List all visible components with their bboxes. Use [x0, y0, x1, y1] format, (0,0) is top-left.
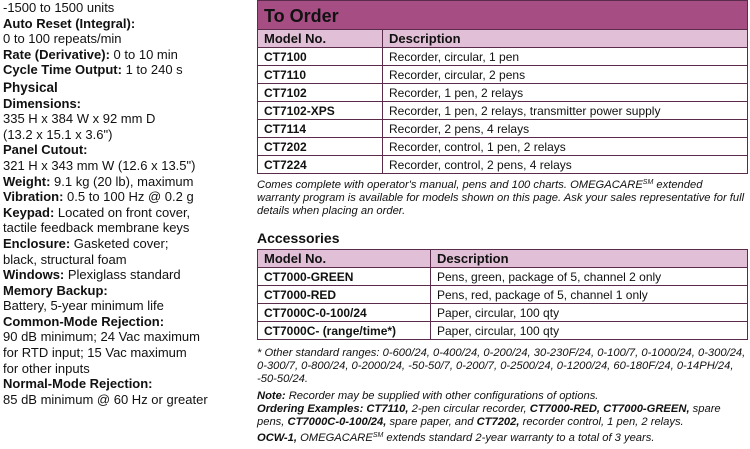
spec-label: Memory Backup:	[3, 282, 108, 298]
spec-label: Auto Reset (Integral):	[3, 15, 136, 31]
ordering-notes	[257, 390, 747, 445]
column-header-model: Model No.	[258, 30, 383, 48]
table-row	[258, 304, 747, 322]
spec-value: Battery, 5-year minimum life	[3, 298, 164, 314]
table-header-row	[258, 30, 747, 48]
table-row	[258, 48, 747, 66]
table-row	[258, 156, 747, 174]
examples-model: CT7000-RED, CT7000-GREEN,	[529, 403, 690, 415]
spec-label: Enclosure:	[3, 235, 71, 251]
spec-range-continued: -1500 to 1500 units	[3, 0, 115, 15]
accessories-heading: Accessories	[257, 230, 340, 246]
spec-value: 0.5 to 100 Hz @ 0.2 g	[63, 189, 194, 205]
model-description: Pens, green, package of 5, channel 2 only	[431, 268, 748, 286]
column-header-description: Description	[383, 30, 748, 48]
model-description: Paper, circular, 100 qty	[431, 322, 748, 340]
examples-text: recorder control, 1 pen, 2 relays.	[519, 416, 684, 428]
spec-vibration	[3, 189, 248, 205]
model-number: CT7000C- (range/time*)	[258, 322, 431, 340]
spec-label: Vibration:	[3, 189, 64, 205]
table-row	[258, 286, 747, 304]
spec-label: Cycle Time Output:	[3, 62, 122, 78]
spec-value: for RTD input; 15 Vac maximum	[3, 345, 187, 361]
table-row	[258, 66, 747, 84]
spec-value: tactile feedback membrane keys	[3, 220, 190, 236]
examples-model: CT7000C-0-100/24,	[287, 416, 387, 428]
spec-keypad	[3, 205, 248, 236]
spec-value: (13.2 x 15.1 x 3.6")	[3, 126, 113, 142]
spec-value: 85 dB minimum @ 60 Hz or greater	[3, 391, 208, 407]
spec-label: Keypad:	[3, 204, 55, 220]
table-row	[258, 84, 747, 102]
examples-text: spare paper, and	[386, 416, 477, 428]
to-order-title: To Order	[258, 1, 747, 30]
spec-label: Windows:	[3, 267, 65, 283]
spec-value: 321 H x 343 mm W (12.6 x 13.5")	[3, 157, 196, 173]
model-number: CT7110	[258, 66, 383, 84]
spec-weight	[3, 174, 248, 190]
ocw-label: OCW-1,	[257, 432, 297, 444]
spec-common-mode	[3, 314, 248, 376]
model-number: CT7100	[258, 48, 383, 66]
spec-label: Dimensions:	[3, 95, 82, 111]
service-mark: SM	[642, 179, 654, 186]
ordering-column	[257, 0, 747, 445]
model-number: CT7202	[258, 138, 383, 156]
table-row	[258, 138, 747, 156]
other-ranges-footnote: * Other standard ranges: 0-600/24, 0-400/24, 0-200/24, 30-230F/24, 0-100/7, 0-1000/24, 0-300/24, 0-300/7, 0-800/24, 0-2000/24, -50-50/7, 0-200/7, 0-2500/24, 0-1200/24, 60-180F/24, 0-14PH/24, -50-50/24.	[257, 347, 746, 385]
ocw-text: OMEGACARE	[296, 432, 373, 444]
order-note-text: extended warranty program is available for models shown on this page. Ask your sales representative for full details when placing an order.	[257, 179, 745, 217]
spec-value: Located on front cover,	[54, 204, 191, 220]
model-number: CT7102	[258, 84, 383, 102]
note-label: Note:	[257, 390, 286, 402]
table-row	[258, 268, 747, 286]
spec-value: 1 to 240 s	[121, 62, 183, 78]
note-text: Recorder may be supplied with other configurations of options.	[285, 390, 599, 402]
spec-normal-mode	[3, 376, 248, 407]
spec-label: Panel Cutout:	[3, 142, 88, 158]
order-note	[257, 176, 747, 218]
to-order-table	[258, 30, 747, 173]
model-number: CT7114	[258, 120, 383, 138]
spec-value: 90 dB minimum; 24 Vac maximum	[3, 329, 200, 345]
ocw-text: extends standard 2-year warranty to a total of 3 years.	[383, 432, 655, 444]
accessories-table	[258, 250, 747, 339]
spec-label: Normal-Mode Rejection:	[3, 376, 153, 392]
table-row	[258, 322, 747, 340]
spec-value: black, structural foam	[3, 251, 127, 267]
spec-cycle-time	[3, 62, 248, 78]
spec-value: Plexiglass standard	[64, 267, 181, 283]
table-header-row	[258, 250, 747, 268]
model-description: Recorder, control, 2 pens, 4 relays	[383, 156, 748, 174]
model-number: CT7000-RED	[258, 286, 431, 304]
table-row	[258, 102, 747, 120]
examples-label: Ordering Examples: CT7110,	[257, 403, 409, 415]
spec-rate	[3, 47, 248, 63]
spec-value: 9.1 kg (20 lb), maximum	[50, 173, 194, 189]
to-order-box	[257, 0, 748, 174]
model-description: Recorder, 1 pen, 2 relays, transmitter power supply	[383, 102, 748, 120]
spec-label: Rate (Derivative):	[3, 46, 110, 62]
spec-memory-backup	[3, 283, 248, 314]
order-note-text: Comes complete with operator's manual, pens and 100 charts. OMEGACARE	[257, 179, 643, 191]
spec-panel-cutout	[3, 142, 248, 173]
spec-label: Common-Mode Rejection:	[3, 313, 165, 329]
spec-windows	[3, 267, 248, 283]
model-description: Pens, red, package of 5, channel 1 only	[431, 286, 748, 304]
spec-value: 335 H x 384 W x 92 mm D	[3, 111, 156, 127]
examples-text: 2-pen circular recorder,	[408, 403, 530, 415]
spec-value: 0 to 10 min	[109, 46, 178, 62]
accessories-box	[257, 249, 748, 340]
spec-value: for other inputs	[3, 360, 90, 376]
spec-value: 0 to 100 repeats/min	[3, 31, 122, 47]
spec-enclosure	[3, 236, 248, 267]
model-description: Paper, circular, 100 qty	[431, 304, 748, 322]
model-description: Recorder, control, 1 pen, 2 relays	[383, 138, 748, 156]
model-number: CT7102-XPS	[258, 102, 383, 120]
spec-label: Weight:	[3, 173, 51, 189]
table-row	[258, 120, 747, 138]
spec-value: Gasketed cover;	[70, 235, 169, 251]
model-description: Recorder, circular, 1 pen	[383, 48, 748, 66]
spec-auto-reset	[3, 16, 248, 47]
physical-heading: Physical	[3, 79, 58, 95]
model-number: CT7224	[258, 156, 383, 174]
column-header-model: Model No.	[258, 250, 431, 268]
column-header-description: Description	[431, 250, 748, 268]
examples-model: CT7202,	[476, 416, 520, 428]
model-description: Recorder, 2 pens, 4 relays	[383, 120, 748, 138]
service-mark: SM	[372, 432, 384, 439]
model-description: Recorder, circular, 2 pens	[383, 66, 748, 84]
model-description: Recorder, 1 pen, 2 relays	[383, 84, 748, 102]
model-number: CT7000C-0-100/24	[258, 304, 431, 322]
specifications-column	[3, 0, 248, 407]
examples-text: spare pens,	[257, 403, 721, 428]
spec-dimensions	[3, 96, 248, 143]
model-number: CT7000-GREEN	[258, 268, 431, 286]
